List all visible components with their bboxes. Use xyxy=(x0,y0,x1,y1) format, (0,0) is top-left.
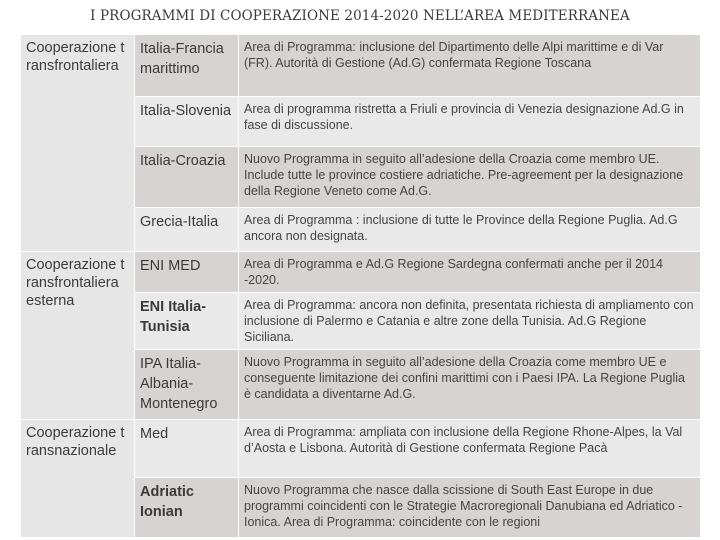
area-cell: Italia-Francia marittimo xyxy=(135,35,239,97)
description-cell: Nuovo Programma che nasce dalla scissione di South East Europe in due programmi coincidenti con le Strategie Macroregionali Danubiana ed Adriatico - Ionica. Area di Programma: coincidente con le regioni xyxy=(239,478,701,538)
group-cell: Cooperazione transfrontaliera xyxy=(21,35,135,252)
description-cell: Area di Programma e Ad.G Regione Sardegna confermati anche per il 2014 -2020. xyxy=(239,252,701,293)
description-cell: Area di Programma: inclusione del Dipartimento delle Alpi marittime e di Var (FR). Autorità di Gestione (Ad.G) confermata Regione Toscana xyxy=(239,35,701,97)
table-row xyxy=(21,420,701,478)
description-cell: Area di programma ristretta a Friuli e provincia di Venezia designazione Ad.G in fase di discussione. xyxy=(239,97,701,147)
area-cell: Italia-Croazia xyxy=(135,147,239,208)
table-row xyxy=(21,35,701,97)
group-cell: Cooperazione transfrontaliera esterna xyxy=(21,252,135,420)
programs-table xyxy=(20,34,701,538)
table-row xyxy=(21,252,701,293)
area-cell: ENI MED xyxy=(135,252,239,293)
area-cell: Grecia-Italia xyxy=(135,208,239,252)
page-title: I PROGRAMMI DI COOPERAZIONE 2014-2020 NELL’AREA MEDITERRANEA xyxy=(90,8,630,24)
description-cell: Nuovo Programma in seguito all’adesione della Croazia come membro UE. Include tutte le province costiere adriatiche. Pre-agreement per la designazione della Regione Veneto come Ad.G. xyxy=(239,147,701,208)
area-cell: Adriatic Ionian xyxy=(135,478,239,538)
area-cell: Med xyxy=(135,420,239,478)
group-cell: Cooperazione transnazionale xyxy=(21,420,135,538)
description-cell: Area di Programma : inclusione di tutte le Province della Regione Puglia. Ad.G ancora non designata. xyxy=(239,208,701,252)
area-cell: Italia-Slovenia xyxy=(135,97,239,147)
area-cell: ENI Italia-Tunisia xyxy=(135,293,239,350)
description-cell: Area di Programma: ampliata con inclusione della Regione Rhone-Alpes, la Val d’Aosta e Lisbona. Autorità di Gestione confermata Regione Pacà xyxy=(239,420,701,478)
description-cell: Area di Programma: ancora non definita, presentata richiesta di ampliamento con inclusione di Palermo e Catania e altre zone della Tunisia. Ad.G Regione Siciliana. xyxy=(239,293,701,350)
description-cell: Nuovo Programma in seguito all’adesione della Croazia come membro UE e conseguente limitazione dei confini marittimi con i Paesi IPA. La Regione Puglia è candidata a diventarne Ad.G. xyxy=(239,350,701,420)
area-cell: IPA Italia-Albania-Montenegro xyxy=(135,350,239,420)
